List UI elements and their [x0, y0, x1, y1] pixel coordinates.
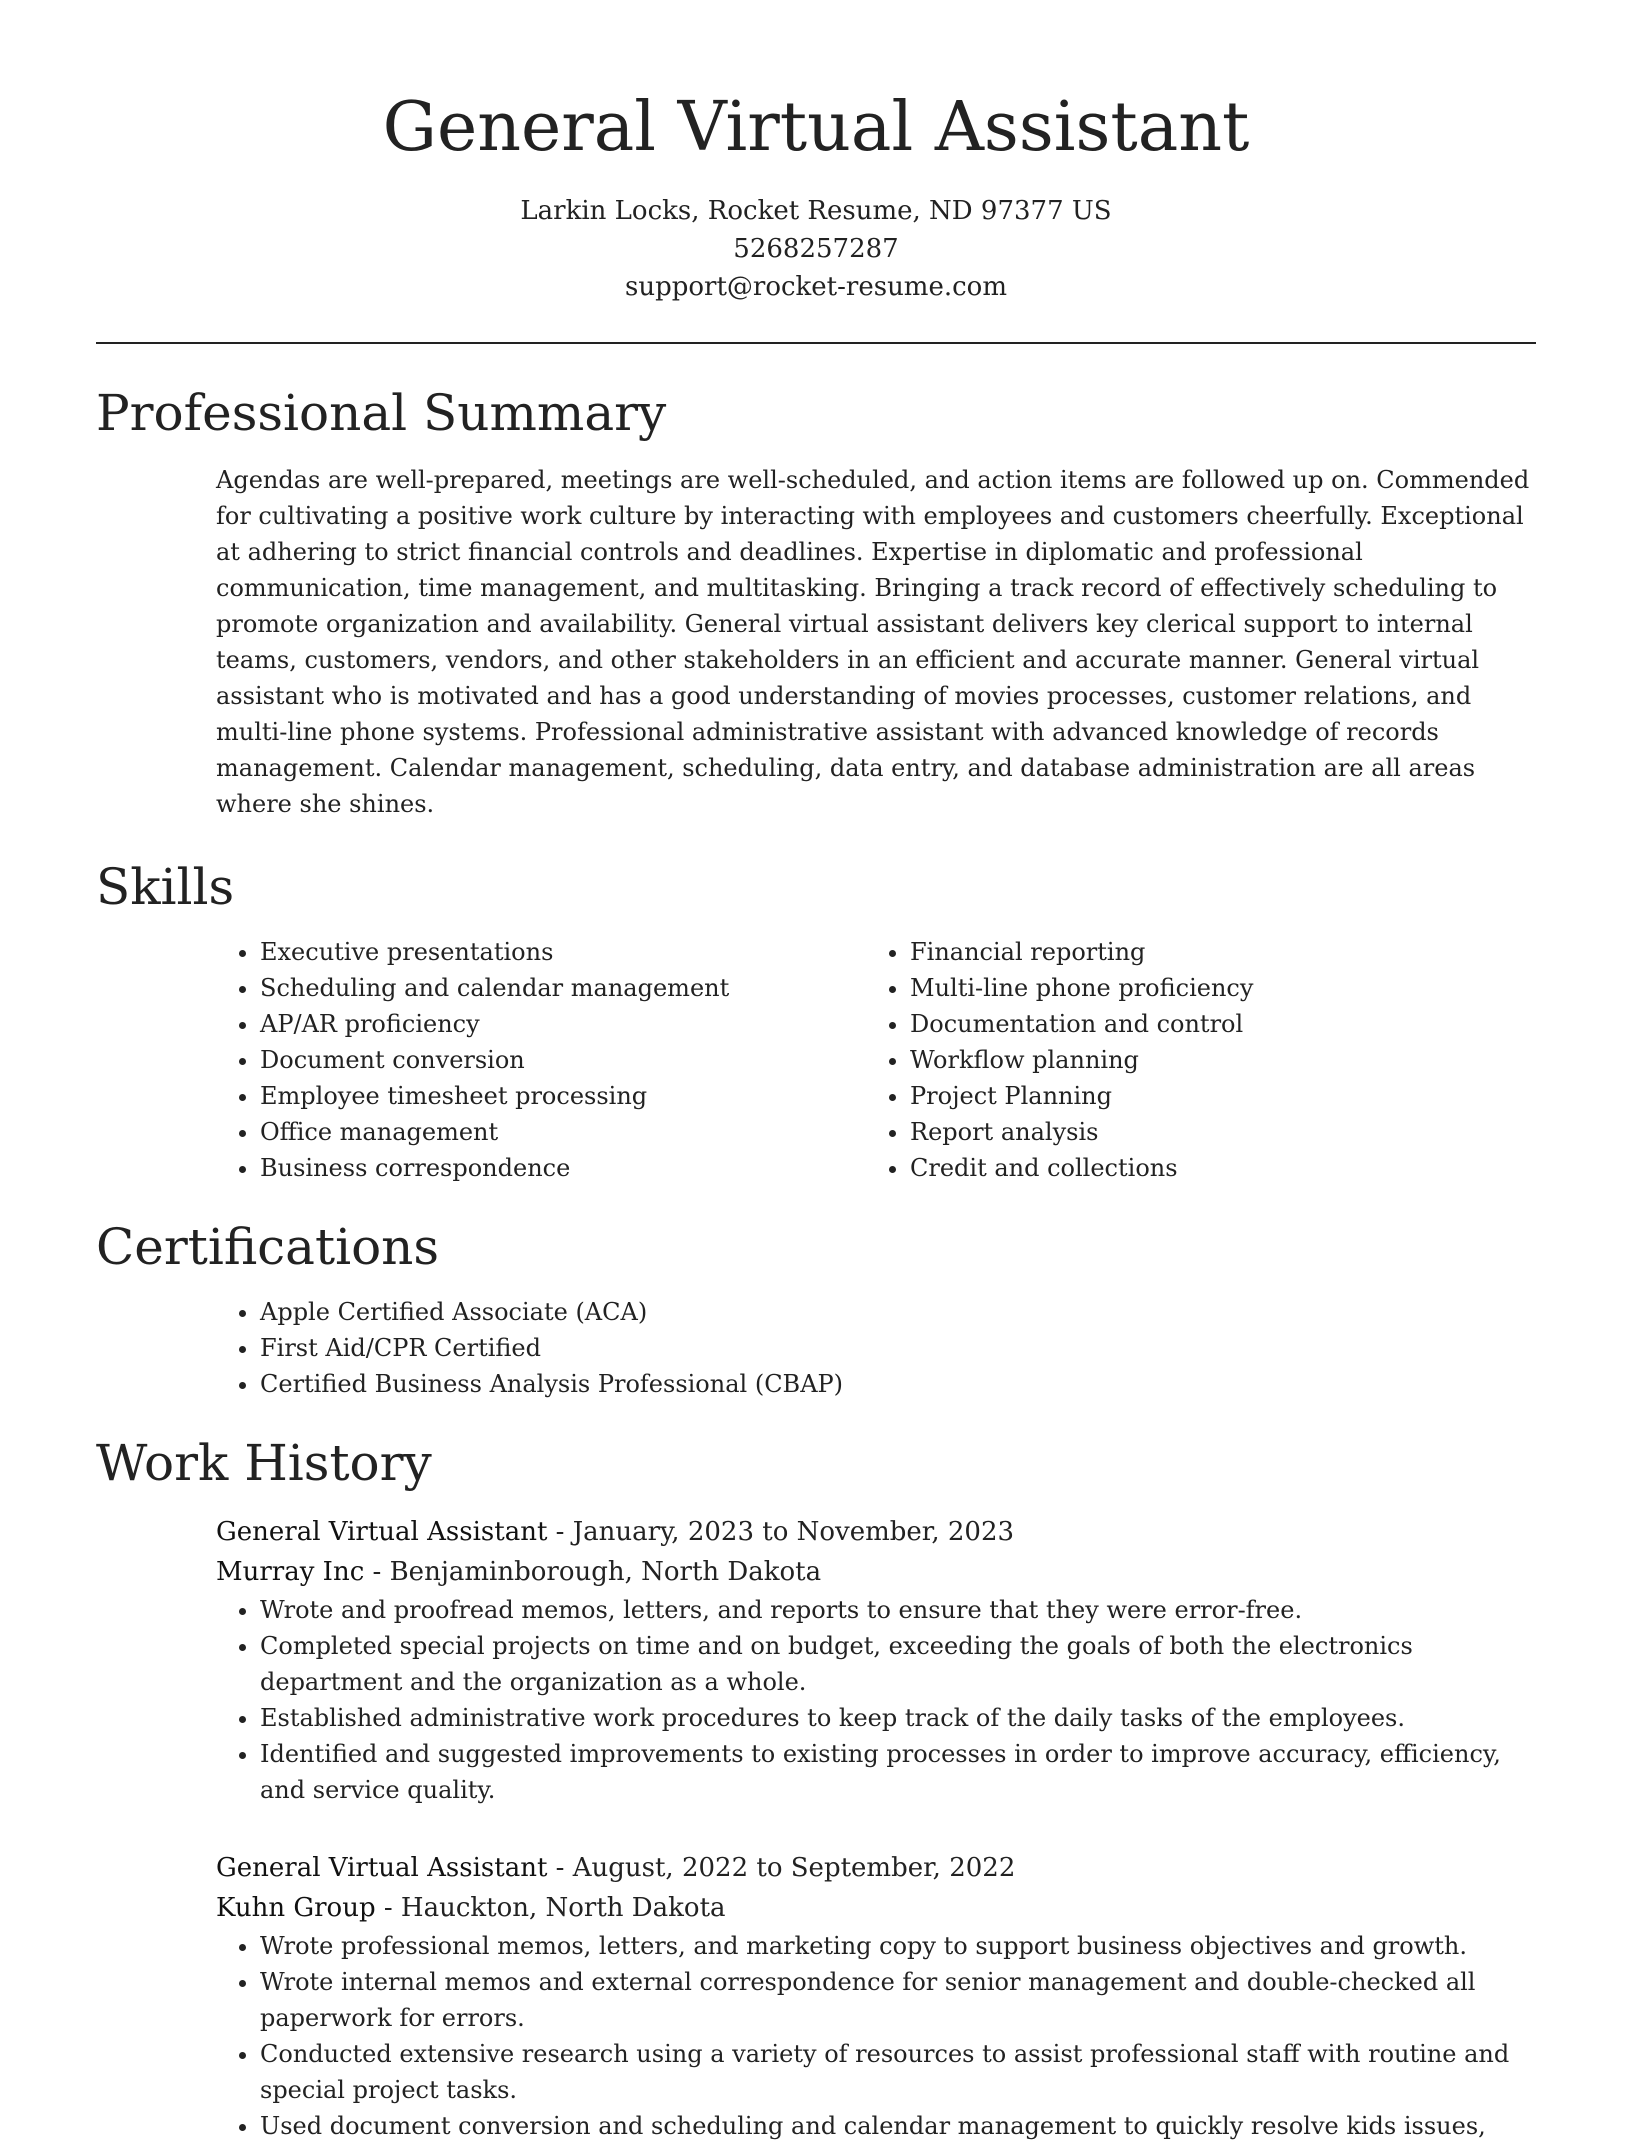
job-entry: [216, 1512, 1536, 1808]
job-location: - Benjaminborough, North Dakota: [364, 1557, 822, 1587]
job-role: General Virtual Assistant: [216, 1853, 548, 1883]
skills-column-right: [866, 934, 1516, 1186]
job-dates: - August, 2022 to September, 2022: [547, 1853, 1016, 1883]
skill-item: • Scheduling and calendar management: [260, 970, 866, 1006]
skill-item: • Credit and collections: [910, 1150, 1516, 1186]
skill-item: • Workflow planning: [910, 1042, 1516, 1078]
summary-heading: Professional Summary: [96, 384, 667, 442]
skills-heading: Skills: [96, 858, 235, 916]
job-duty: • Used document conversion and scheduling and calendar management to quickly resolve kids issues,: [260, 2108, 1536, 2144]
job-duty: • Established administrative work procedures to keep track of the daily tasks of the employees.: [260, 1700, 1536, 1736]
skills-list-left: [216, 934, 866, 1186]
certifications-heading: Certifications: [96, 1218, 440, 1276]
job-title-line: [216, 1848, 1536, 1888]
contact-email: support@rocket-resume.com: [624, 272, 1007, 302]
job-company-line: [216, 1552, 1536, 1592]
skill-item: • Business correspondence: [260, 1150, 866, 1186]
skill-item: • Report analysis: [910, 1114, 1516, 1150]
certification-item: • Certified Business Analysis Professional (CBAP): [260, 1366, 1536, 1402]
job-title-line: [216, 1512, 1536, 1552]
section-skills: [96, 852, 1536, 1186]
candidate-name: General Virtual Assistant: [382, 88, 1250, 167]
job-duty: • Wrote professional memos, letters, and marketing copy to support business objectives and growth.: [260, 1928, 1536, 1964]
work-history-body: [216, 1512, 1536, 2144]
skills-grid: [216, 934, 1536, 1186]
contact-address: Larkin Locks, Rocket Resume, ND 97377 US: [520, 196, 1112, 226]
job-duty: • Completed special projects on time and on budget, exceeding the goals of both the electronics department and the organization as a whole.: [260, 1628, 1536, 1700]
job-dates: - January, 2023 to November, 2023: [547, 1517, 1015, 1547]
contact-info: [0, 192, 1632, 306]
section-work-history: [96, 1428, 1536, 2144]
skill-item: • Documentation and control: [910, 1006, 1516, 1042]
job-company-line: [216, 1888, 1536, 1928]
job-company: Kuhn Group: [216, 1893, 376, 1923]
skill-item: • Project Planning: [910, 1078, 1516, 1114]
section-certifications: [96, 1212, 1536, 1402]
skills-column-left: [216, 934, 866, 1186]
job-duty: • Wrote internal memos and external correspondence for senior management and double-checked all paperwork for errors.: [260, 1964, 1536, 2036]
skill-item: • Financial reporting: [910, 934, 1516, 970]
skill-item: • Office management: [260, 1114, 866, 1150]
skill-item: • Document conversion: [260, 1042, 866, 1078]
skill-item: • AP/AR proficiency: [260, 1006, 866, 1042]
resume-header: [0, 0, 1632, 306]
section-summary: [96, 378, 1536, 822]
work-history-heading: Work History: [96, 1434, 432, 1492]
certification-item: • Apple Certified Associate (ACA): [260, 1294, 1536, 1330]
job-duty: • Conducted extensive research using a variety of resources to assist professional staff with routine and special project tasks.: [260, 2036, 1536, 2108]
certifications-body: [216, 1294, 1536, 1402]
skill-item: • Employee timesheet processing: [260, 1078, 866, 1114]
certification-item: • First Aid/CPR Certified: [260, 1330, 1536, 1366]
certifications-list: [216, 1294, 1536, 1402]
summary-text: Agendas are well-prepared, meetings are well-scheduled, and action items are followed up on. Commended for cultivating a positive work culture by interacting with employees and customers cheerfully. Exceptional at adhering to strict financial controls and deadlines. Expertise in diplomatic and professional communication, time management, and multitasking. Bringing a track record of effectively scheduling to promote organization and availability. General virtual assistant delivers key clerical support to internal teams, customers, vendors, and other stakeholders in an efficient and accurate manner. General virtual assistant who is motivated and has a good understanding of movies processes, customer relations, and multi-line phone systems. Professional administrative assistant with advanced knowledge of records management. Calendar management, scheduling, data entry, and database administration are all areas where she shines.: [216, 466, 1530, 818]
job-duties-list: [216, 1928, 1536, 2144]
resume-sections: [96, 378, 1536, 2144]
skill-item: • Multi-line phone proficiency: [910, 970, 1516, 1006]
header-divider: [96, 342, 1536, 344]
summary-body: [216, 462, 1536, 822]
job-duty: • Identified and suggested improvements to existing processes in order to improve accuracy, efficiency, and service quality.: [260, 1736, 1536, 1808]
job-role: General Virtual Assistant: [216, 1517, 548, 1547]
job-duty: • Wrote and proofread memos, letters, and reports to ensure that they were error-free.: [260, 1592, 1536, 1628]
job-location: - Hauckton, North Dakota: [375, 1893, 726, 1923]
job-entry: [216, 1848, 1536, 2144]
job-company: Murray Inc: [216, 1557, 365, 1587]
skills-list-right: [866, 934, 1516, 1186]
skills-body: [216, 934, 1536, 1186]
contact-phone: 5268257287: [733, 234, 899, 264]
job-duties-list: [216, 1592, 1536, 1808]
skill-item: • Executive presentations: [260, 934, 866, 970]
